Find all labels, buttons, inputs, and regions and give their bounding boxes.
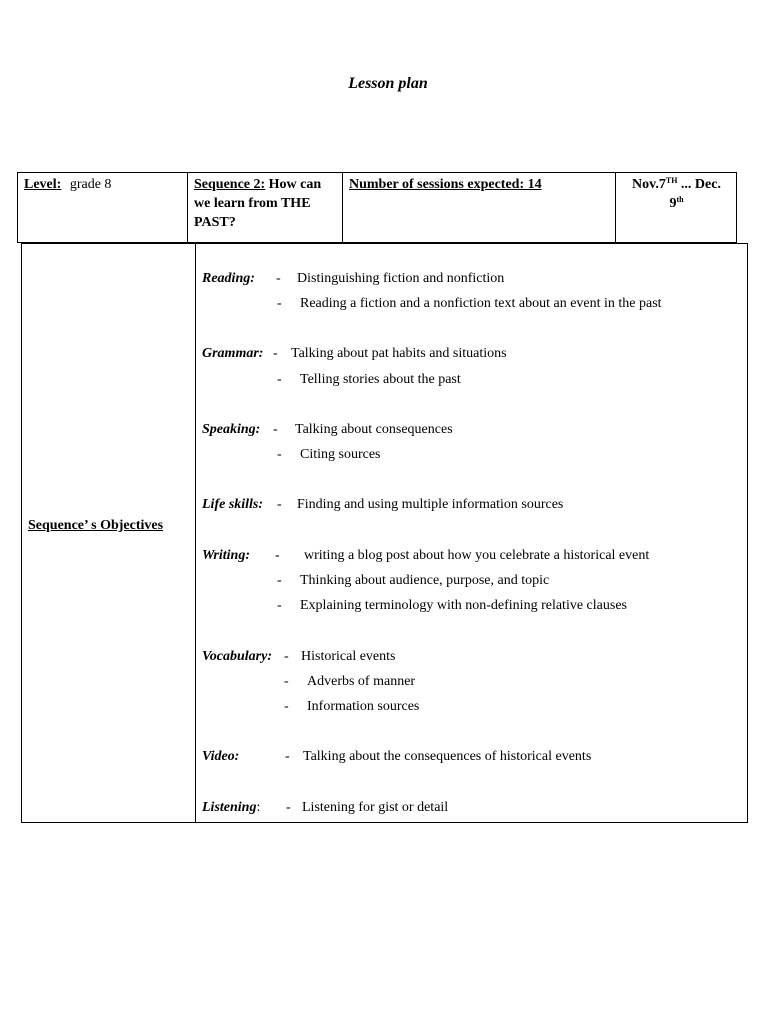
sessions-expected: Number of sessions expected: 14: [349, 177, 542, 192]
bullet-dash: -: [277, 372, 282, 387]
date-mid: ... Dec.: [680, 177, 721, 192]
date-start-sup: TH: [665, 176, 678, 185]
bullet-dash: -: [277, 598, 282, 613]
objective-item: Talking about the consequences of historical events: [303, 749, 592, 764]
objective-item: Reading a fiction and a nonfiction text about an event in the past: [300, 296, 662, 311]
objective-item: Historical events: [301, 649, 396, 664]
objective-item: Finding and using multiple information sources: [297, 497, 564, 512]
sequence-title-line2: we learn from THE: [194, 196, 311, 211]
bullet-dash: -: [277, 497, 282, 512]
objectives-label-cell: [22, 244, 196, 822]
level-label: Level:: [24, 177, 62, 192]
bullet-dash: -: [277, 447, 282, 462]
objectives-table: [21, 243, 748, 823]
objective-category: Speaking:: [202, 422, 261, 437]
bullet-dash: -: [275, 548, 280, 563]
date-start: Nov.7: [632, 177, 666, 192]
bullet-dash: -: [286, 800, 291, 815]
objective-category: Video:: [202, 749, 240, 764]
objective-category: Life skills:: [202, 497, 264, 512]
bullet-dash: -: [284, 674, 289, 689]
bullet-dash: -: [284, 649, 289, 664]
objective-category: Writing:: [202, 548, 250, 563]
bullet-dash: -: [276, 271, 281, 286]
objective-item: Citing sources: [300, 447, 381, 462]
objective-category: Vocabulary:: [202, 649, 272, 664]
bullet-dash: -: [285, 749, 290, 764]
sequence-label: Sequence 2:: [194, 177, 266, 192]
sequence-title-line1: How can: [268, 177, 322, 192]
bullet-dash: -: [277, 296, 282, 311]
sequence-title-line3: PAST?: [194, 215, 236, 230]
objective-item: Listening for gist or detail: [302, 800, 449, 815]
objective-category: Listening:: [202, 800, 261, 815]
bullet-dash: -: [284, 699, 289, 714]
level-cell: [18, 173, 188, 242]
objective-category: Reading:: [202, 271, 255, 286]
objective-item: Thinking about audience, purpose, and topic: [300, 573, 550, 588]
sessions-cell: [343, 173, 616, 242]
objective-item: Telling stories about the past: [300, 372, 461, 387]
objectives-label: Sequence’ s Objectives: [28, 518, 164, 533]
sequence-cell: [188, 173, 343, 242]
objective-item: Explaining terminology with non-defining relative clauses: [300, 598, 627, 613]
date-end-sup: th: [676, 195, 684, 204]
objective-item: Adverbs of manner: [307, 674, 416, 689]
bullet-dash: -: [273, 346, 278, 361]
objective-item: Distinguishing fiction and nonfiction: [297, 271, 505, 286]
objective-item: Talking about pat habits and situations: [291, 346, 507, 361]
objective-item: Information sources: [307, 699, 420, 714]
date-cell: [616, 173, 737, 242]
objective-item: writing a blog post about how you celebrate a historical event: [304, 548, 650, 563]
page-title: Lesson plan: [348, 75, 428, 92]
bullet-dash: -: [273, 422, 278, 437]
header-table: [17, 172, 737, 243]
objective-item: Talking about consequences: [295, 422, 453, 437]
objective-category: Grammar:: [202, 346, 264, 361]
level-value: grade 8: [69, 177, 112, 192]
bullet-dash: -: [277, 573, 282, 588]
date-end: 9: [669, 196, 677, 211]
